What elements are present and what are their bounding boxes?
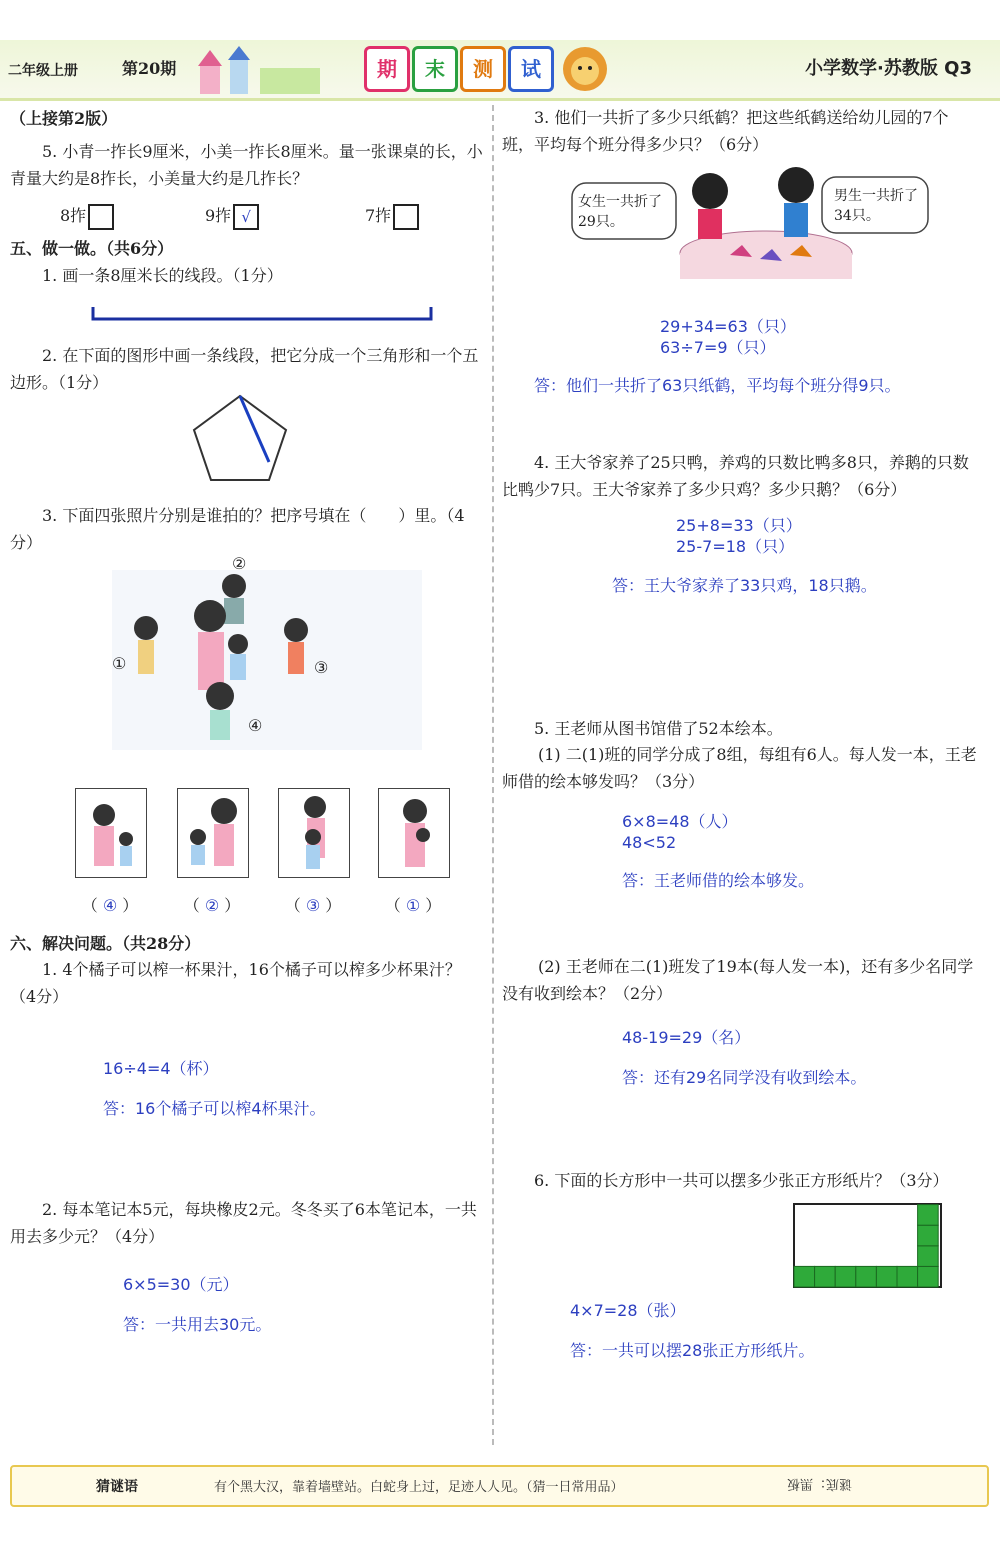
edition-label: 小学数学·苏教版 Q3 [805,58,972,79]
s5-q3-text: 3. 下面四张照片分别是谁拍的？把序号填在（ ）里。（4分） [10,506,465,552]
r-q5-p2-calc: 48-19=29（名） [622,1028,751,1047]
r-q5-text: 5. 王老师从图书馆借了52本绘本。 [534,719,783,738]
square-tile [918,1266,939,1287]
scene-label-1: ① [112,654,127,673]
r-q3-text: 3. 他们一共折了多少只纸鹤？把这些纸鹤送给幼儿园的7个班，平均每个班分得多少只？（6分） [502,108,949,154]
riddle-answer: 谜底：黑板 [787,1476,853,1491]
s6-q2-text: 2. 每本笔记本5元，每块橡皮2元。冬冬买了6本笔记本，一共用去多少元？（4分） [10,1200,477,1246]
riddle-text: 有个黑大汉，靠着墙壁站。白蛇身上过，足迹人人见。（猜一日常用品） [214,1480,624,1495]
lion-mascot-icon [560,44,610,94]
girl-speech-bubble: 女生一共折了29只。 [578,194,662,230]
r-q5-p1-answer: 答：王老师借的绘本够发。 [622,871,815,890]
r-q4-answer: 答：王大爷家养了33只鸡，18只鹅。 [612,576,877,595]
photo-a-answer[interactable]: （ ④ ） [81,896,139,915]
photo-b-answer[interactable]: （ ② ） [183,896,241,915]
r-q5-p1: (1) 二(1)班的同学分成了8组，每组有6人。每人发一本，王老师借的绘本够发吗？（3分） [502,745,977,791]
s6-q2-answer: 答：一共用去30元。 [123,1315,272,1334]
photo-b [177,788,249,878]
s5-q1-text: 1. 画一条8厘米长的线段。（1分） [42,266,283,285]
r-q3-calc2: 63÷7=9（只） [660,338,776,357]
square-tile [856,1266,877,1287]
r-q4-calc2: 25-7=18（只） [676,537,795,556]
r-q5-p1-calc1: 6×8=48（人） [622,812,738,831]
tag-qi: 期 [364,46,410,92]
grade-label: 二年级上册 [8,63,78,79]
s6-q2-calc: 6×5=30（元） [123,1275,239,1294]
scene-label-4: ④ [248,716,263,735]
page-header [0,40,1000,101]
r-q6-answer: 答：一共可以摆28张正方形纸片。 [570,1341,815,1360]
r-q3-calc1: 29+34=63（只） [660,317,796,336]
square-tile [815,1266,836,1287]
boy-speech-bubble: 男生一共折了34只。 [834,188,918,224]
scene-label-2: ② [232,554,247,573]
issue-label: 第20期 [122,59,177,78]
r-q5-p2-answer: 答：还有29名同学没有收到绘本。 [622,1068,867,1087]
riddle-footer [10,1465,989,1507]
s6-q1-answer: 答：16个橘子可以榨4杯果汁。 [103,1099,326,1118]
tag-shi: 试 [508,46,554,92]
s5-q2-text: 2. 在下面的图形中画一条线段，把它分成一个三角形和一个五边形。（1分） [10,346,479,392]
scene-label-3: ③ [314,658,329,677]
square-tile [918,1205,939,1226]
s6-q1-text: 1. 4个橘子可以榨一杯果汁，16个橘子可以榨多少杯果汁？（4分） [10,960,461,1006]
square-tile [835,1266,856,1287]
tag-ce: 测 [460,46,506,92]
s6-q1-calc: 16÷4=4（杯） [103,1059,219,1078]
section5-title: 五、做一做。（共6分） [10,239,174,258]
checkbox-8[interactable] [88,204,114,230]
pentagon-figure [190,392,290,484]
photo-c [278,788,350,878]
tag-mo: 末 [412,46,458,92]
square-tile [918,1225,939,1246]
square-tile [897,1266,918,1287]
riddle-label: 猜谜语 [96,1479,138,1495]
option-9: 9拃 √ [205,202,259,230]
continued-note: （上接第2版） [10,109,118,128]
r-q4-calc1: 25+8=33（只） [676,516,802,535]
q5-text: 5. 小青一拃长9厘米，小美一拃长8厘米。量一张课桌的长，小青量大约是8拃长，小美量大约是几拃长？ [10,142,483,188]
option-7: 7拃 [365,202,419,230]
rectangle-squares-figure [793,1203,943,1289]
r-q6-calc: 4×7=28（张） [570,1301,686,1320]
option-8: 8拃 [60,202,114,230]
photo-d-answer[interactable]: （ ① ） [384,896,442,915]
drawn-line-segment [88,305,438,325]
square-tile [794,1266,815,1287]
photo-scene-illustration [112,550,422,750]
r-q6-text: 6. 下面的长方形中一共可以摆多少张正方形纸片？（3分） [534,1171,949,1190]
r-q4-text: 4. 王大爷家养了25只鸭，养鸡的只数比鸭多8只，养鹅的只数比鸭少7只。王大爷家养了多少只鸡？多少只鹅？（6分） [502,453,969,499]
photo-c-answer[interactable]: （ ③ ） [284,896,342,915]
square-tile [918,1246,939,1267]
checkbox-7[interactable] [393,204,419,230]
column-divider [492,105,494,1445]
photo-a [75,788,147,878]
r-q5-p1-calc2: 48<52 [622,833,677,852]
section6-title: 六、解决问题。（共28分） [10,934,201,953]
square-tile [876,1266,897,1287]
r-q5-p2: (2) 王老师在二(1)班发了19本(每人发一本)，还有多少名同学没有收到绘本？（2分） [502,957,974,1003]
photo-d [378,788,450,878]
r-q3-answer: 答：他们一共折了63只纸鹤，平均每个班分得9只。 [534,376,901,395]
checkbox-9[interactable]: √ [233,204,259,230]
castle-illustration [190,46,330,94]
